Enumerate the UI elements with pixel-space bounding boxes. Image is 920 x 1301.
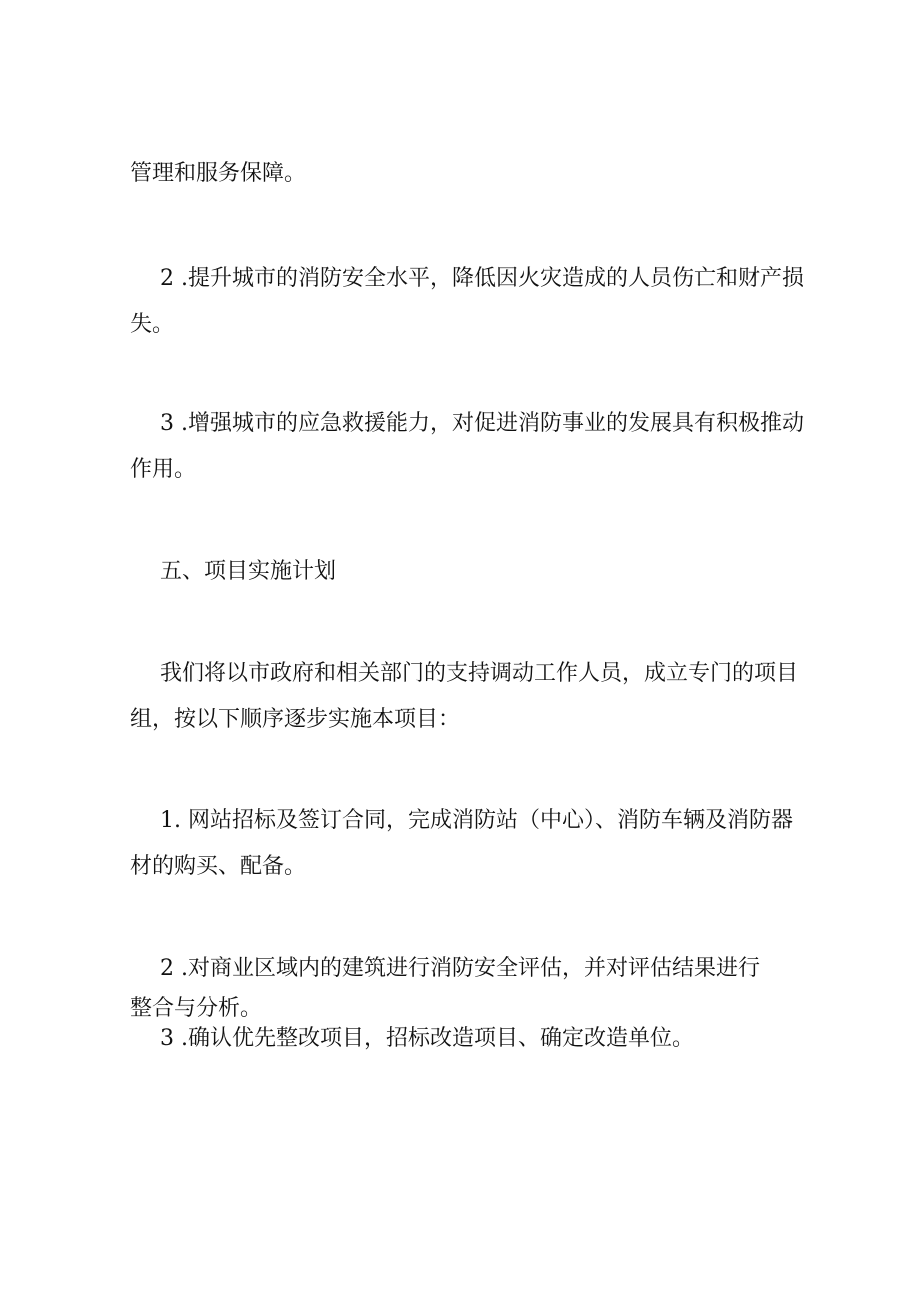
plan-item-2-line-2: 整合与分析。 [130, 996, 263, 1021]
list-item-2-line-2: 失。 [130, 312, 175, 337]
plan-item-1-line-2: 材的购买、配备。 [130, 854, 307, 879]
list-item-3-line-2: 作用。 [130, 457, 197, 482]
intro-paragraph-line-1: 我们将以市政府和相关部门的支持调动工作人员，成立专门的项目 [160, 661, 799, 686]
list-item-2-line-1: 2 .提升城市的消防安全水平，降低因火灾造成的人员伤亡和财产损 [160, 266, 804, 291]
intro-paragraph-line-2: 组，按以下顺序逐步实施本项目： [130, 707, 461, 732]
section-heading: 五、项目实施计划 [160, 559, 337, 584]
plan-item-3-line-1: 3 .确认优先整改项目，招标改造项目、确定改造单位。 [160, 1026, 694, 1051]
plan-item-1-line-1: 1. 网站招标及签订合同，完成消防站（中心）、消防车辆及消防器 [160, 808, 793, 833]
plan-item-2-line-1: 2 .对商业区域内的建筑进行消防安全评估，并对评估结果进行 [160, 956, 760, 981]
paragraph-continuation-line: 管理和服务保障。 [130, 161, 307, 186]
list-item-3-line-1: 3 .增强城市的应急救援能力，对促进消防事业的发展具有积极推动 [160, 411, 804, 436]
